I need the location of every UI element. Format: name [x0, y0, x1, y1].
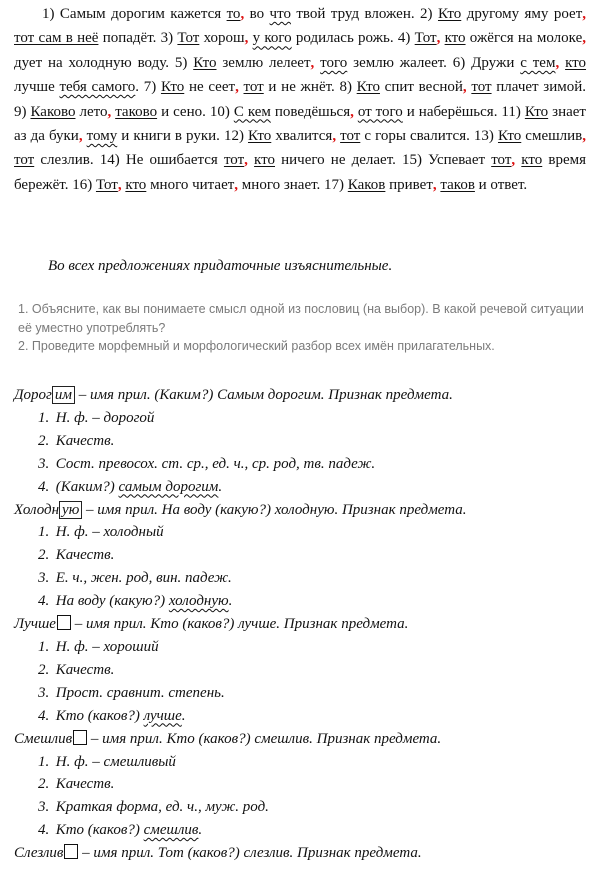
- adjective-heading: [14, 613, 594, 636]
- analysis-item-syntax: [38, 476, 594, 499]
- text-run: слезлив. 14) Не ошибается: [34, 152, 224, 169]
- underlined-word: кто: [521, 152, 543, 169]
- item-number: 2.: [38, 432, 50, 449]
- text-run: и не жнёт. 8): [263, 79, 357, 96]
- ending-box: им: [52, 386, 75, 404]
- comma-mark: ,: [555, 54, 566, 71]
- analysis-item: [38, 407, 594, 430]
- item-text: На воду (какую?): [52, 593, 169, 610]
- underlined-word: Каково: [30, 103, 76, 120]
- text-run: привет: [385, 176, 433, 193]
- adjective-block: [14, 842, 594, 865]
- item-text: Качеств.: [52, 776, 115, 793]
- underlined-word: тот: [223, 152, 245, 169]
- heading-description: – имя прил. Кто (каков?) смешлив. Признак предмета.: [87, 730, 442, 747]
- comma-mark: ,: [234, 176, 242, 193]
- item-text: Качеств.: [52, 432, 115, 449]
- comma-mark: ,: [310, 54, 321, 71]
- heading-description: – имя прил. Тот (каков?) слезлив. Признак предмета.: [78, 845, 422, 862]
- text-run: . 7): [135, 79, 161, 96]
- adjective-block: [14, 613, 594, 728]
- heading-description: – имя прил. (Каким?) Самым дорогим. Признак предмета.: [74, 387, 453, 403]
- item-text: Сост. превосох. ст. ср., ед. ч., ср. род, тв. падеж.: [52, 455, 376, 472]
- item-end: .: [198, 822, 203, 839]
- wavy-underlined-word: тебя самого: [59, 79, 136, 96]
- underlined-word: кто: [565, 54, 587, 71]
- underlined-word: Тот: [177, 30, 200, 47]
- underlined-word: Кто: [524, 103, 549, 120]
- zero-ending-box: [57, 615, 71, 630]
- item-number: 4.: [38, 593, 50, 610]
- analysis-item: [38, 796, 594, 819]
- word-root: Лучше: [14, 616, 56, 633]
- item-number: 4.: [38, 707, 50, 724]
- comma-mark: ,: [78, 128, 87, 145]
- comma-mark: ,: [350, 103, 358, 120]
- underlined-word: тот: [14, 152, 35, 169]
- item-text: Н. ф. – смешливый: [52, 753, 176, 770]
- item-text: Качеств.: [52, 547, 115, 564]
- adjective-block: [14, 384, 594, 499]
- item-number: 1.: [38, 409, 50, 426]
- underlined-word: тот: [243, 79, 264, 96]
- word-root: Холодн: [14, 501, 60, 518]
- analysis-items: [14, 636, 594, 728]
- text-run: много знает. 17): [241, 176, 348, 193]
- item-text: Н. ф. – холодный: [52, 524, 164, 541]
- word-root: Слезлив: [14, 845, 64, 862]
- comma-mark: ,: [462, 79, 472, 96]
- item-text: (Каким?): [52, 478, 119, 495]
- comma-mark: ,: [432, 176, 441, 193]
- underlined-word: Кто: [437, 6, 462, 22]
- wavy-underlined-word: от того: [357, 103, 403, 120]
- text-run: и сено. 10): [157, 103, 234, 120]
- comma-mark: ,: [240, 6, 250, 22]
- underlined-word: Кто: [247, 128, 272, 145]
- item-text: Н. ф. – хороший: [52, 638, 159, 655]
- item-text: Е. ч., жен. род, вин. падеж.: [52, 570, 232, 587]
- text-run: попадёт. 3): [98, 30, 178, 47]
- adjective-heading: [14, 842, 594, 865]
- analysis-item: [38, 567, 594, 590]
- definition-marked: лучше: [143, 707, 182, 724]
- text-run: хорош: [199, 30, 245, 47]
- item-end: .: [181, 707, 186, 724]
- zero-ending-box: [73, 730, 87, 745]
- adjective-heading: [14, 728, 594, 751]
- item-text: Прост. сравнит. степень.: [52, 684, 225, 701]
- task-2: 2. Проведите морфемный и морфологический разбор всех имён прилагательных.: [18, 339, 495, 353]
- comma-mark: ,: [332, 128, 341, 145]
- text-run: землю жалеет. 6) Дружи: [347, 54, 521, 71]
- word-root: Дорог: [14, 387, 52, 403]
- analysis-item: [38, 659, 594, 682]
- word-root: Смешлив: [14, 730, 73, 747]
- underlined-word: Кто: [160, 79, 185, 96]
- item-number: 1.: [38, 524, 50, 541]
- text-run: много читает: [146, 176, 235, 193]
- text-run: землю лелеет: [216, 54, 311, 71]
- text-run: и ответ.: [474, 176, 528, 193]
- underlined-word: Тот: [414, 30, 437, 47]
- wavy-underlined-word: того: [320, 54, 348, 71]
- proverbs-paragraph: [14, 2, 586, 197]
- analysis-items: [14, 407, 594, 499]
- adjective-heading: [14, 499, 594, 522]
- item-text: Н. ф. – дорогой: [52, 409, 155, 426]
- heading-description: – имя прил. На воду (какую?) холодную. Признак предмета.: [82, 501, 467, 518]
- text-run: время бережёт. 16): [14, 152, 587, 193]
- text-run: плачет зимой. 9): [14, 79, 587, 120]
- underlined-word: то: [226, 6, 241, 22]
- item-number: 3.: [38, 570, 50, 587]
- wavy-underlined-word: у кого: [252, 30, 292, 47]
- text-run: твой труд вложен. 2): [290, 6, 438, 22]
- item-number: 3.: [38, 684, 50, 701]
- text-run: и книги в руки. 12): [117, 128, 248, 145]
- item-number: 2.: [38, 661, 50, 678]
- item-end: .: [218, 478, 223, 495]
- adjective-analysis: [14, 384, 594, 865]
- wavy-underlined-word: С кем: [233, 103, 271, 120]
- wavy-underlined-word: что: [269, 6, 291, 22]
- heading-description: – имя прил. Кто (каков?) лучше. Признак предмета.: [70, 616, 409, 633]
- text-run: другому яму роет: [461, 6, 583, 22]
- text-run: с горы свалится. 13): [360, 128, 498, 145]
- analysis-items: [14, 521, 594, 613]
- underlined-word: Кто: [497, 128, 522, 145]
- item-text: Краткая форма, ед. ч., муж. род.: [52, 799, 269, 816]
- underlined-word: тот: [340, 128, 361, 145]
- clause-note: Во всех предложениях придаточные изъяснительные.: [48, 258, 393, 274]
- ending-box: ую: [59, 501, 82, 519]
- analysis-item-syntax: [38, 590, 594, 613]
- comma-mark: ,: [117, 176, 126, 193]
- item-text: Кто (каков?): [52, 822, 144, 839]
- analysis-item: [38, 773, 594, 796]
- item-number: 4.: [38, 822, 50, 839]
- item-end: .: [228, 593, 233, 610]
- task-list: [18, 300, 590, 356]
- text-run: ожёгся на молоке: [465, 30, 583, 47]
- analysis-item: [38, 636, 594, 659]
- analysis-item-syntax: [38, 705, 594, 728]
- comma-mark: ,: [582, 128, 587, 145]
- text-run: лучше: [14, 79, 60, 96]
- wavy-underlined-word: тому: [86, 128, 118, 145]
- text-run: ничего не делает. 15) Успевает: [275, 152, 492, 169]
- adjective-heading: [14, 384, 594, 407]
- comma-mark: ,: [511, 152, 522, 169]
- item-number: 1.: [38, 638, 50, 655]
- text-run: не сеет: [184, 79, 236, 96]
- underlined-word: таков: [440, 176, 475, 193]
- comma-mark: ,: [244, 30, 253, 47]
- definition-marked: смешлив: [143, 822, 199, 839]
- comma-mark: ,: [107, 103, 116, 120]
- text-run: и наберёшься. 11): [402, 103, 525, 120]
- comma-mark: ,: [436, 30, 445, 47]
- text-run: смешлив: [521, 128, 583, 145]
- proverbs-text: [14, 2, 586, 197]
- text-run: знает аз да буки: [14, 103, 586, 145]
- text-run: дует на холодную воду. 5): [14, 54, 194, 71]
- text-run: во: [249, 6, 270, 22]
- underlined-word: тот: [471, 79, 492, 96]
- adjective-block: [14, 728, 594, 843]
- task-1: 1. Объясните, как вы понимаете смысл одной из пословиц (на выбор). В какой речевой ситуации её уместно употреблять?: [18, 302, 584, 335]
- item-text: Кто (каков?): [52, 707, 144, 724]
- item-number: 3.: [38, 455, 50, 472]
- item-number: 1.: [38, 753, 50, 770]
- analysis-item-syntax: [38, 819, 594, 842]
- item-number: 2.: [38, 776, 50, 793]
- underlined-word: тот сам в неё: [14, 30, 99, 47]
- item-number: 4.: [38, 478, 50, 495]
- analysis-item: [38, 751, 594, 774]
- item-number: 2.: [38, 547, 50, 564]
- comma-mark: ,: [582, 6, 587, 22]
- underlined-word: таково: [115, 103, 158, 120]
- definition-marked: холодную: [168, 593, 229, 610]
- underlined-word: тот: [491, 152, 512, 169]
- zero-ending-box: [64, 844, 78, 859]
- text-run: хвалится: [271, 128, 333, 145]
- underlined-word: Тот: [95, 176, 118, 193]
- underlined-word: кто: [125, 176, 147, 193]
- comma-mark: ,: [244, 152, 255, 169]
- text-run: 1) Самым дорогим кажется: [42, 6, 227, 22]
- analysis-item: [38, 430, 594, 453]
- analysis-items: [14, 751, 594, 843]
- item-number: 3.: [38, 799, 50, 816]
- text-run: поведёшься: [270, 103, 351, 120]
- analysis-item: [38, 682, 594, 705]
- comma-mark: ,: [235, 79, 244, 96]
- analysis-item: [38, 544, 594, 567]
- comma-mark: ,: [582, 30, 586, 47]
- underlined-word: кто: [254, 152, 275, 169]
- wavy-underlined-word: с тем: [520, 54, 556, 71]
- text-run: родилась рожь. 4): [291, 30, 415, 47]
- definition-marked: самым дорогим: [118, 478, 219, 495]
- analysis-item: [38, 453, 594, 476]
- underlined-word: Каков: [347, 176, 386, 193]
- item-text: Качеств.: [52, 661, 115, 678]
- adjective-block: [14, 499, 594, 614]
- text-run: спит весной: [379, 79, 463, 96]
- underlined-word: Кто: [193, 54, 217, 71]
- underlined-word: Кто: [356, 79, 380, 96]
- text-run: лето: [75, 103, 108, 120]
- underlined-word: кто: [444, 30, 466, 47]
- analysis-item: [38, 521, 594, 544]
